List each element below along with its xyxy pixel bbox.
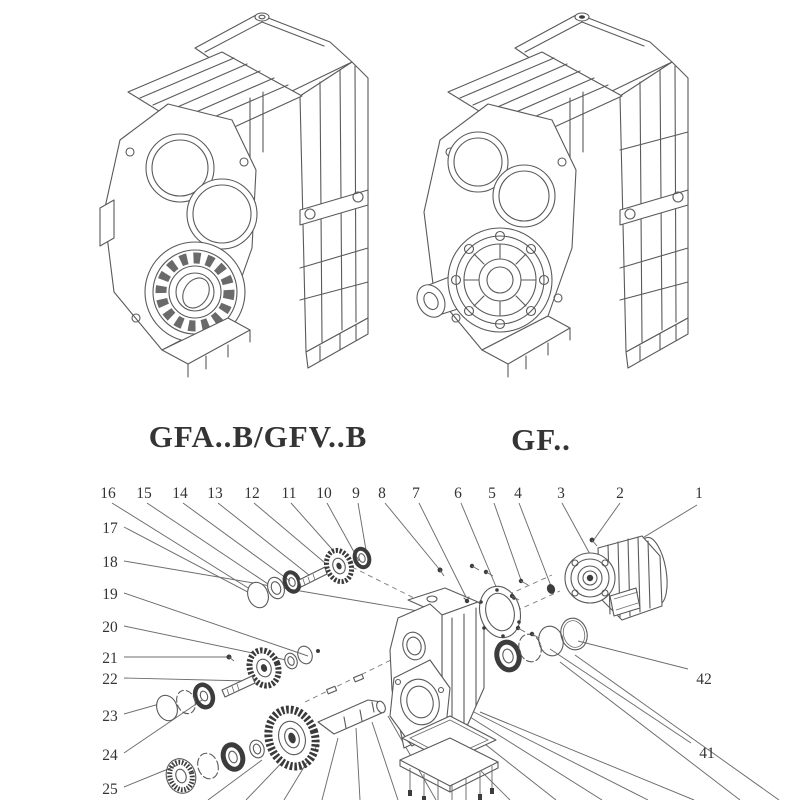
callout-25: 25	[102, 781, 118, 798]
gearbox-drawing-solid-shaft	[412, 13, 688, 377]
callout-19: 19	[102, 586, 118, 603]
callout-15: 15	[136, 485, 152, 502]
callout-18: 18	[102, 554, 118, 571]
callout-5: 5	[488, 485, 496, 502]
callout-17: 17	[102, 520, 118, 537]
callout-6: 6	[454, 485, 462, 502]
callout-14: 14	[172, 485, 188, 502]
output-flange	[448, 228, 552, 332]
callout-11: 11	[281, 485, 297, 502]
gearbox-drawing-shaft-mounted	[100, 13, 368, 377]
callout-23: 23	[102, 708, 118, 725]
callout-12: 12	[244, 485, 260, 502]
callout-41: 41	[699, 745, 715, 762]
callout-24: 24	[102, 747, 118, 764]
model-label-right: GF..	[511, 422, 571, 457]
callout-2: 2	[616, 485, 624, 502]
callout-7: 7	[412, 485, 420, 502]
callout-20: 20	[102, 619, 118, 636]
callout-16: 16	[100, 485, 116, 502]
callout-9: 9	[352, 485, 360, 502]
motor	[565, 535, 672, 620]
callout-10: 10	[316, 485, 332, 502]
callout-21: 21	[102, 650, 118, 667]
model-label-left: GFA..B/GFV..B	[148, 419, 368, 454]
callout-3: 3	[557, 485, 565, 502]
callout-13: 13	[207, 485, 223, 502]
callout-22: 22	[102, 671, 118, 688]
callout-4: 4	[514, 485, 522, 502]
callout-1: 1	[695, 485, 703, 502]
exploded-view	[100, 485, 779, 800]
callout-42: 42	[696, 671, 712, 688]
callout-8: 8	[378, 485, 386, 502]
